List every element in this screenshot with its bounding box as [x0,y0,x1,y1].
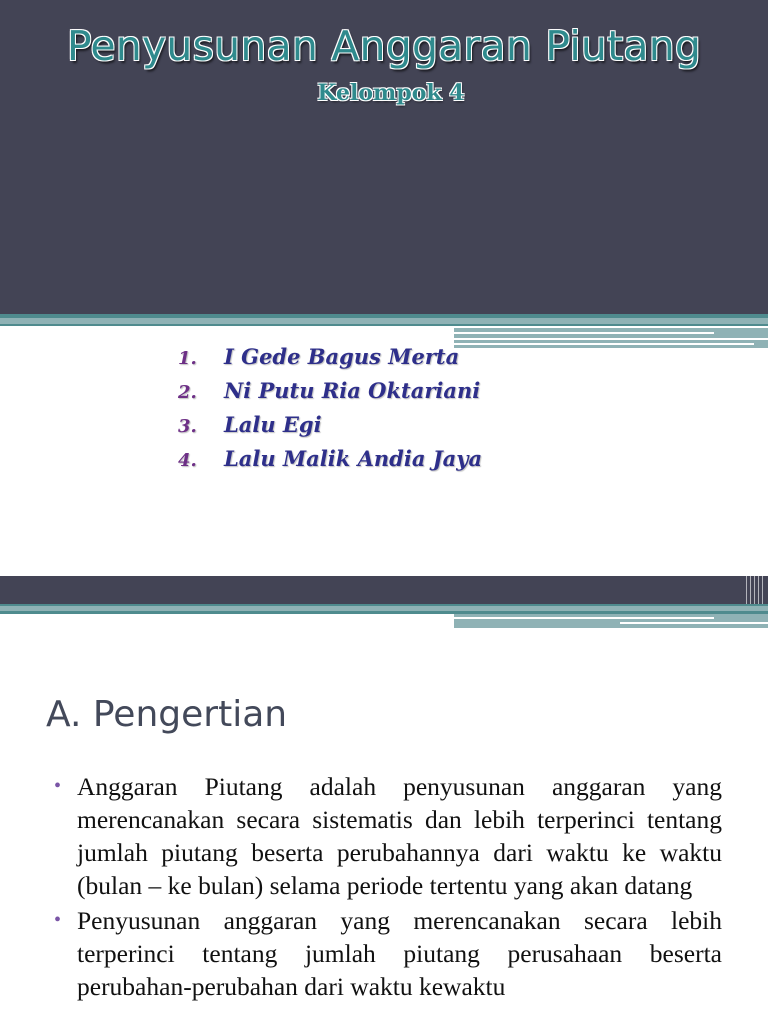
bullet-icon: • [54,909,62,931]
member-name: Lalu Malik Andia Jaya [224,446,483,471]
decorative-stripe [762,576,763,604]
bullet-icon: • [54,775,62,797]
bullet-text: Anggaran Piutang adalah penyusunan anggaran yang merencanakan secara sistematis dan lebih terperinci tentang jumlah piutang beserta perubahannya dari waktu ke waktu (bulan – ke bulan) selama periode tertentu yang akan datang [77,772,722,900]
list-item [54,770,722,902]
list-item [178,374,482,408]
content-header-band [0,576,768,604]
decorative-stripe [754,576,755,604]
member-name: I Gede Bagus Merta [224,344,460,369]
member-list [178,340,482,476]
list-item [178,408,482,442]
list-number: 3. [178,416,197,437]
slide-subtitle: Kelompok 4 [317,80,465,106]
bullet-text: Penyusunan anggaran yang merencanakan secara lebih terperinci tentang jumlah piutang perusahaan beserta perubahan-perubahan dari waktu kewaktu [77,906,722,1001]
member-name: Lalu Egi [224,412,322,437]
list-number: 2. [178,382,197,403]
decorative-stripe [620,622,768,624]
list-item [178,442,482,476]
decorative-stripe [0,318,768,324]
content-slide [0,576,768,1024]
bullet-list [54,770,722,1005]
decorative-stripe [454,332,714,334]
decorative-stripe [0,606,768,611]
list-number: 1. [178,348,197,369]
decorative-stripe [454,338,768,340]
decorative-stripe [0,326,454,336]
decorative-stripe [0,614,454,624]
list-item [54,904,722,1003]
decorative-stripe [750,576,751,604]
decorative-stripe [758,576,759,604]
decorative-stripe [454,617,714,619]
decorative-stripe [454,343,754,345]
member-name: Ni Putu Ria Oktariani [224,378,481,403]
section-heading: A. Pengertian [46,694,288,735]
list-number: 4. [178,450,197,471]
decorative-stripe [746,576,747,604]
list-item [178,340,482,374]
slide-title: Penyusunan Anggaran Piutang [66,22,702,70]
